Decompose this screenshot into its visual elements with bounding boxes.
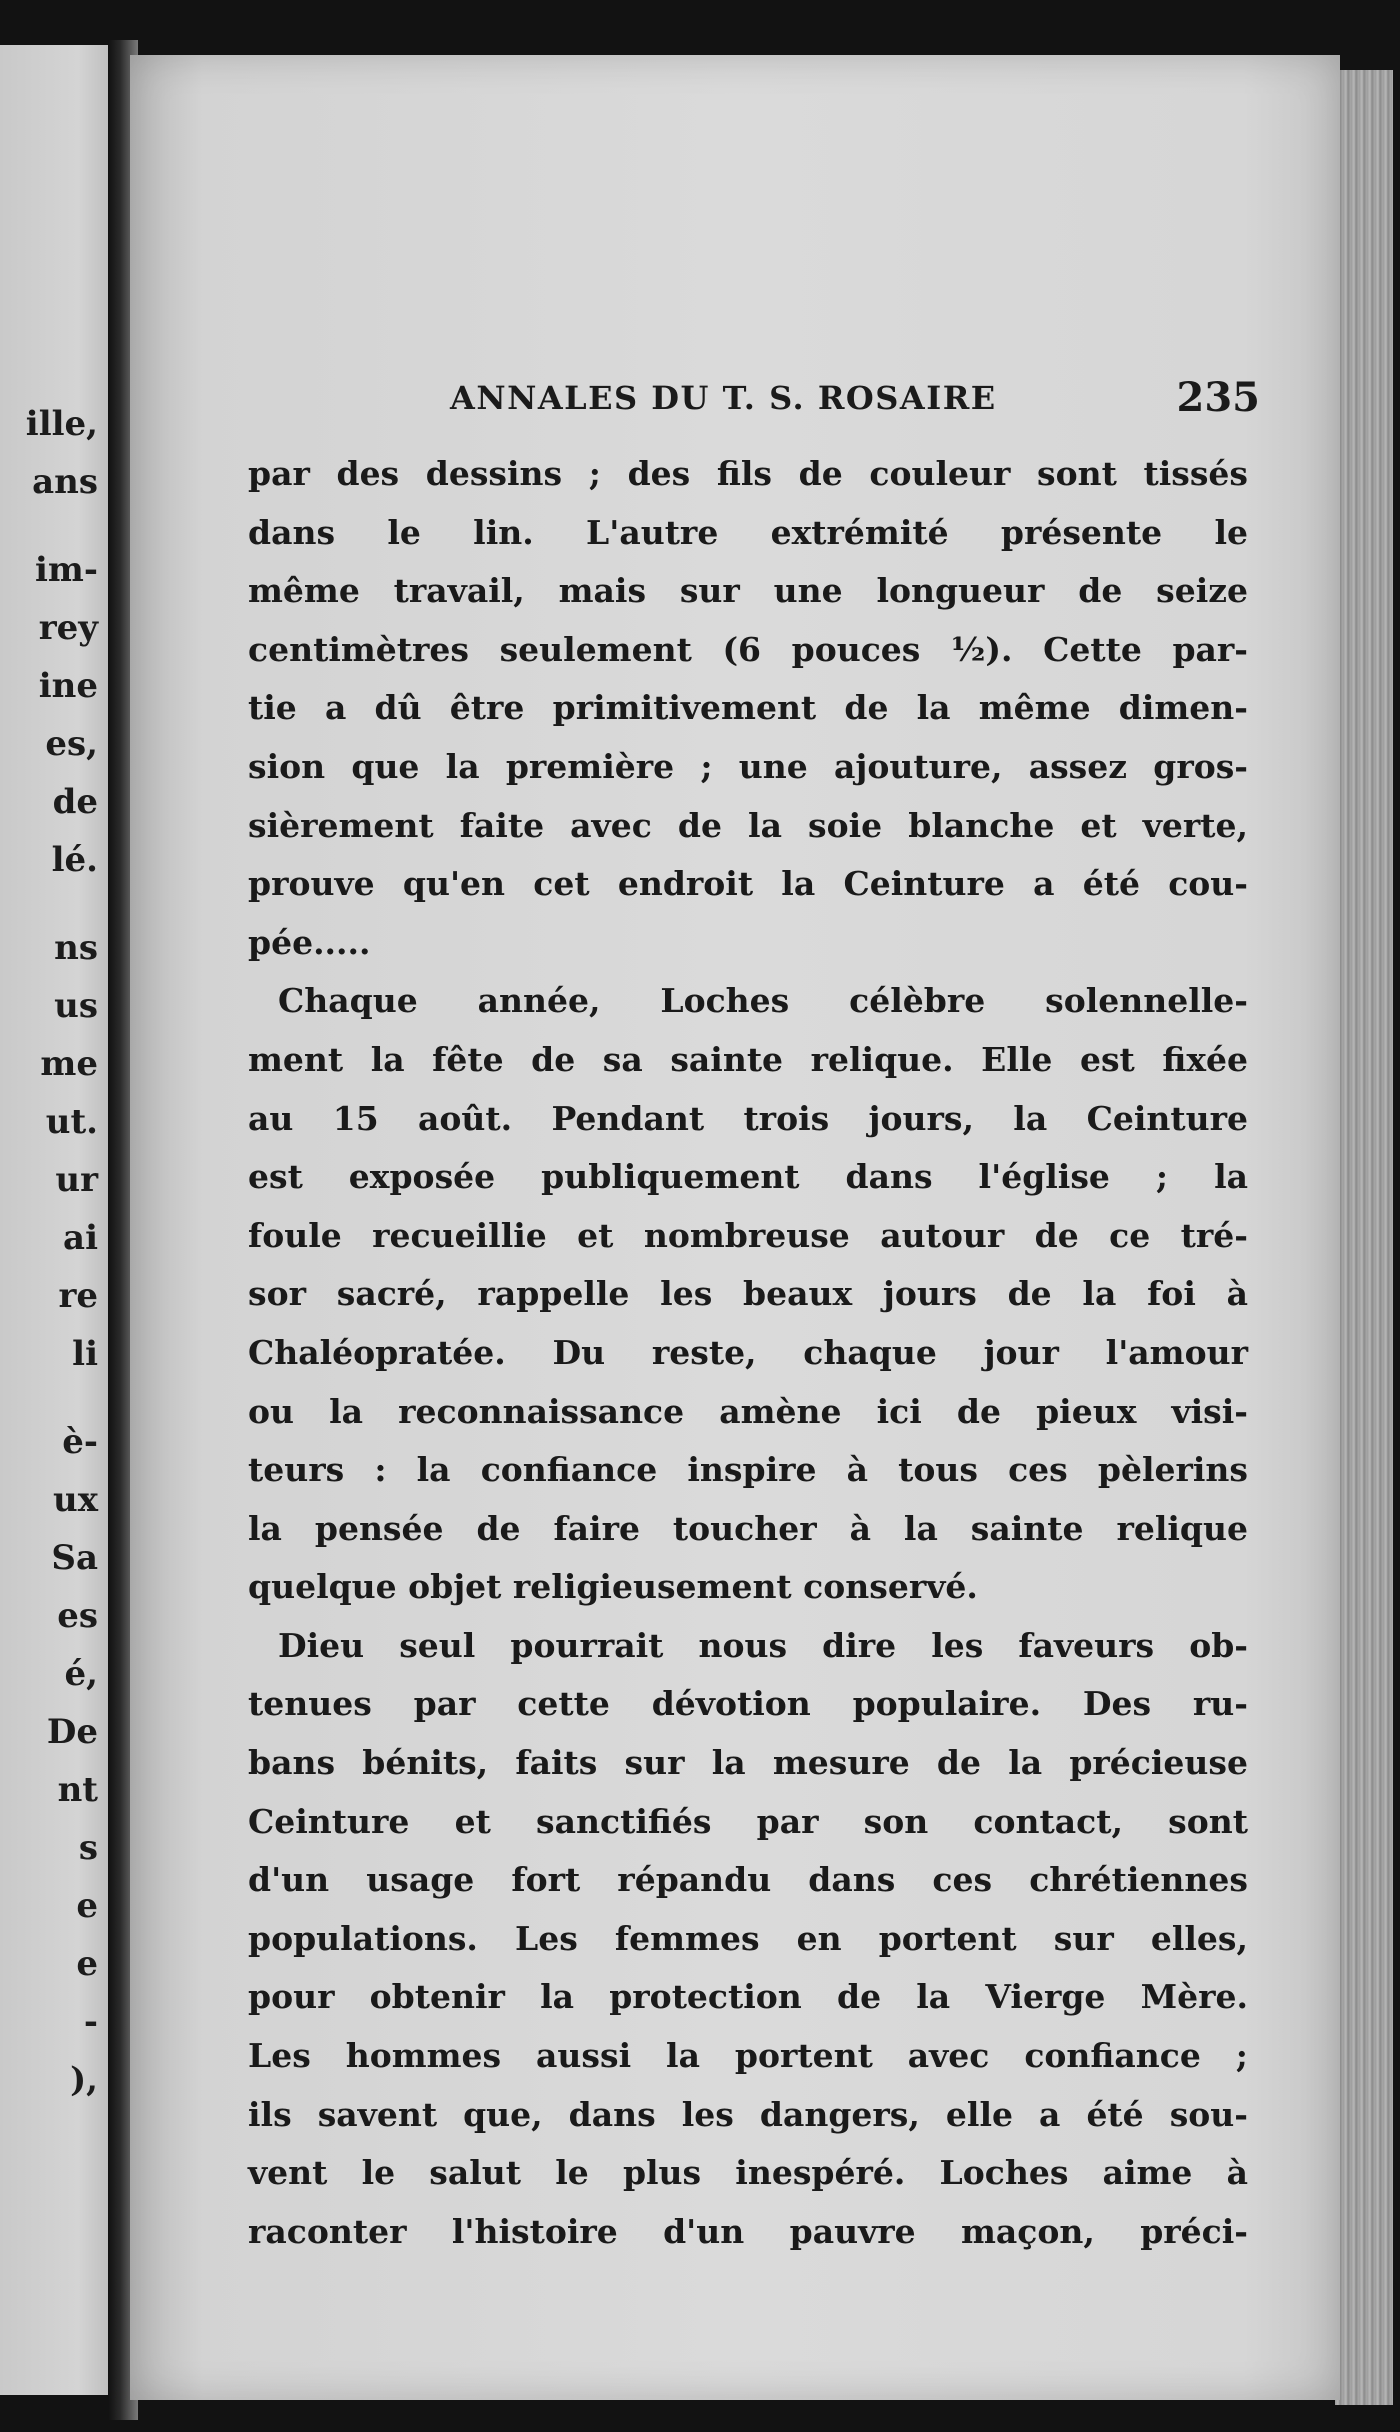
- text-line: sion que la première ; une ajouture, assez gros-: [248, 746, 1248, 786]
- previous-page-text: [0, 395, 112, 2109]
- text-line: Chaléopratée. Du reste, chaque jour l'amour: [248, 1332, 1248, 1372]
- text-line: prouve qu'en cet endroit la Ceinture a été cou-: [248, 864, 1248, 904]
- text-line: sièrement faite avec de la soie blanche et verte,: [248, 805, 1248, 845]
- previous-page-fragment: es,: [45, 724, 98, 764]
- previous-page-fragment: nt: [57, 1770, 98, 1810]
- text-line: raconter l'histoire d'un pauvre maçon, préci-: [248, 2211, 1248, 2251]
- previous-page-fragment: ns: [54, 928, 98, 968]
- previous-page-fragment: ine: [38, 666, 98, 706]
- text-line: est exposée publiquement dans l'église ; la: [248, 1157, 1248, 1197]
- text-line: au 15 août. Pendant trois jours, la Ceinture: [248, 1098, 1248, 1138]
- previous-page-fragment: e: [76, 1886, 98, 1926]
- page-number: 235: [1176, 374, 1260, 421]
- previous-page-fragment: s: [78, 1828, 98, 1868]
- body-text: [248, 445, 1248, 2261]
- text-line: populations. Les femmes en portent sur elles,: [248, 1918, 1248, 1958]
- running-head: [450, 373, 1260, 423]
- text-line: pour obtenir la protection de la Vierge Mère.: [248, 1977, 1248, 2017]
- previous-page-fragment: ut.: [45, 1102, 98, 1142]
- text-line: Les hommes aussi la portent avec confiance ;: [248, 2036, 1248, 2076]
- text-line: foule recueillie et nombreuse autour de ce tré-: [248, 1215, 1248, 1255]
- text-line: ment la fête de sa sainte relique. Elle est fixée: [248, 1039, 1248, 1079]
- previous-page-fragment: im-: [34, 550, 98, 590]
- previous-page-fragment: rey: [38, 608, 98, 648]
- text-line: quelque objet religieusement conservé.: [248, 1567, 978, 1607]
- text-line: tie a dû être primitivement de la même dimen-: [248, 688, 1248, 728]
- current-page: [130, 55, 1340, 2400]
- previous-page-fragment: è-: [62, 1422, 98, 1462]
- previous-page-fragment: es: [57, 1596, 98, 1636]
- text-line: teurs : la confiance inspire à tous ces pèlerins: [248, 1450, 1248, 1490]
- text-line: vent le salut le plus inespéré. Loches aime à: [248, 2153, 1248, 2193]
- previous-page: [0, 45, 112, 2395]
- previous-page-fragment: e: [76, 1944, 98, 1984]
- previous-page-fragment: ux: [53, 1480, 98, 1520]
- previous-page-fragment: é,: [64, 1654, 98, 1694]
- previous-page-fragment: lé.: [51, 840, 98, 880]
- text-line: ou la reconnaissance amène ici de pieux visi-: [248, 1391, 1248, 1431]
- previous-page-fragment: Sa: [51, 1538, 98, 1578]
- text-line: par des dessins ; des fils de couleur sont tissés: [248, 454, 1248, 493]
- text-line: ils savent que, dans les dangers, elle a été sou-: [248, 2094, 1248, 2134]
- text-line: centimètres seulement (6 pouces ½). Cette par-: [248, 629, 1248, 669]
- text-line: bans bénits, faits sur la mesure de la précieuse: [248, 1743, 1248, 1783]
- previous-page-fragment: [0, 889, 112, 919]
- previous-page-fragment: ai: [63, 1218, 98, 1258]
- previous-page-fragment: -: [83, 2002, 98, 2042]
- text-line: Chaque année, Loches célèbre solennelle-: [278, 981, 1248, 1021]
- previous-page-fragment: me: [40, 1044, 98, 1084]
- text-line: sor sacré, rappelle les beaux jours de la foi à: [248, 1274, 1248, 1314]
- previous-page-fragment: ille,: [25, 404, 98, 444]
- previous-page-fragment: [0, 1383, 112, 1413]
- page-edges: [1335, 70, 1393, 2405]
- text-line: même travail, mais sur une longueur de seize: [248, 571, 1248, 611]
- previous-page-fragment: ans: [32, 462, 98, 502]
- text-line: pée.....: [248, 922, 371, 962]
- previous-page-fragment: re: [58, 1276, 98, 1316]
- previous-page-fragment: ),: [70, 2060, 98, 2100]
- previous-page-fragment: us: [54, 986, 98, 1026]
- previous-page-fragment: ur: [55, 1160, 98, 1200]
- previous-page-fragment: De: [46, 1712, 98, 1752]
- previous-page-fragment: li: [72, 1334, 98, 1374]
- text-line: la pensée de faire toucher à la sainte relique: [248, 1508, 1248, 1548]
- text-line: d'un usage fort répandu dans ces chrétiennes: [248, 1860, 1248, 1900]
- previous-page-fragment: de: [52, 782, 98, 822]
- text-line: Ceinture et sanctifiés par son contact, sont: [248, 1801, 1248, 1841]
- text-line: dans le lin. L'autre extrémité présente le: [248, 512, 1248, 552]
- text-line: tenues par cette dévotion populaire. Des ru-: [248, 1684, 1248, 1724]
- running-head-title: ANNALES DU T. S. ROSAIRE: [450, 379, 997, 417]
- previous-page-fragment: [0, 511, 112, 541]
- text-line: Dieu seul pourrait nous dire les faveurs ob-: [278, 1625, 1248, 1665]
